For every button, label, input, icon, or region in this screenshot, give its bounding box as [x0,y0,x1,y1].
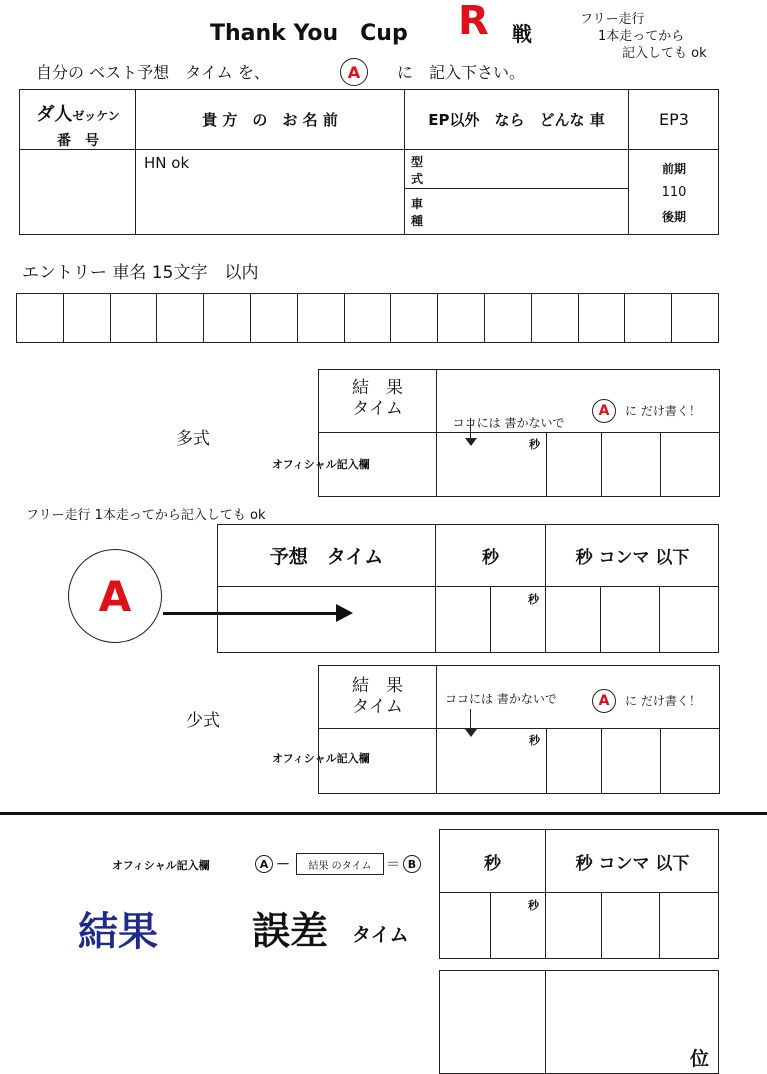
char-box[interactable] [345,294,392,342]
bib-header-number: 番 号 [57,133,99,149]
bib-header-small: ゼッケン [72,109,120,123]
few-official-label: オフィシャル記入欄 [272,752,370,765]
late-label: 後期 [661,210,686,224]
entry-car-divider [404,188,628,189]
year-code: 110 [661,185,687,200]
free-run-note-3: 記入しても ok [622,46,707,61]
prediction-sec-input-1[interactable] [436,587,490,652]
section-divider [0,812,767,815]
char-box[interactable] [625,294,672,342]
multi-note-post: に だけ書く！ [625,404,701,418]
name-header: 貴 方 の お 名 前 [202,111,338,129]
char-box[interactable] [204,294,251,342]
ep3-header: EP3 [659,110,689,129]
bib-header [24,100,132,150]
prediction-decimal-input-3[interactable] [660,587,719,652]
multi-note [445,400,564,431]
rank-label: 位 [690,1048,710,1070]
instruction-text: 自分の ベスト予想 タイム を、 [36,63,270,82]
error-sec-header: 秒 [484,853,501,874]
car-name-label: エントリー 車名 15文字 以内 [22,263,259,283]
kind-label-2: 種 [411,214,424,228]
early-label: 前期 [661,162,686,176]
event-title: Thank You Cup [210,21,408,46]
free-run-note-1: フリー走行 [580,12,645,27]
prediction-sec-header: 秒 [482,548,499,568]
multi-sec-label: 秒 [529,438,540,451]
car-type-field[interactable] [405,150,628,188]
prediction-time-input[interactable] [218,587,435,652]
result-heading: 結果 [78,909,158,955]
error-sec-input-2[interactable] [491,893,545,958]
type-label-1: 型 [411,155,424,169]
few-label: 少式 [186,711,220,731]
race-suffix: 戦 [512,22,532,46]
char-box[interactable] [438,294,485,342]
few-result-line1: 結 果 [352,676,403,696]
few-sec-label: 秒 [529,734,540,747]
few-note-mark: A [592,689,616,713]
char-box[interactable] [298,294,345,342]
few-note-arrow [470,709,471,731]
prediction-decimal-input-1[interactable] [546,587,600,652]
char-box[interactable] [532,294,579,342]
char-box[interactable] [485,294,532,342]
error-decimal-input-1[interactable] [546,893,601,958]
rank-input-left[interactable] [440,971,545,1073]
error-decimal-header: 秒 コンマ 以下 [575,853,690,874]
name-note: HN ok [144,154,190,172]
error-decimal-input-2[interactable] [602,893,659,958]
multi-decimal-field[interactable] [547,433,719,496]
free-run-note: フリー走行 1本走ってから記入しても ok [26,508,266,523]
bottom-mark-b: B [403,855,421,873]
char-box[interactable] [251,294,298,342]
few-result-heading [319,676,436,718]
result-time-box: 結果 のタイム [296,853,384,875]
char-box[interactable] [17,294,64,342]
char-box[interactable] [391,294,438,342]
error-decimal-input-3[interactable] [660,893,719,958]
instruction-suffix: に 記入下さい。 [397,63,526,82]
bib-header-main: ダ人 [36,104,73,125]
prediction-decimal-header: 秒 コンマ 以下 [575,548,690,568]
multi-sec-field[interactable] [437,433,546,496]
race-letter: R [458,0,489,44]
multi-label: 多式 [176,429,210,449]
bottom-official-label: オフィシャル記入欄 [112,859,210,872]
car-header: EP以外 なら どんな 車 [428,111,605,129]
few-note-pre: ココには 書かないで [445,692,557,706]
car-kind-field[interactable] [405,190,628,234]
mark-a-circle: A [340,58,368,86]
error-sec-input-1[interactable] [440,893,490,958]
multi-result-line1: 結 果 [352,378,403,398]
char-box[interactable] [64,294,111,342]
bottom-equals: ＝ [386,857,400,873]
multi-result-line2: タイム [352,399,403,419]
multi-note-pre: ココには 書かないで [452,416,565,430]
car-name-boxes[interactable] [16,293,719,343]
bottom-mark-a: A [255,855,273,873]
few-note-post: に だけ書く！ [625,694,701,708]
bottom-minus: － [276,857,290,873]
prediction-sec-input-2[interactable] [491,587,545,652]
char-box[interactable] [157,294,204,342]
model-period-field[interactable] [629,150,719,234]
multi-official-label: オフィシャル記入欄 [272,458,370,471]
char-box[interactable] [111,294,158,342]
few-sec-field[interactable] [437,729,546,793]
few-decimal-field[interactable] [547,729,719,793]
error-sec-small: 秒 [528,899,539,912]
name-input[interactable] [136,150,403,234]
prediction-sec-small: 秒 [528,593,539,606]
prediction-mark-a: A [68,549,162,643]
time-label: タイム [352,924,409,946]
multi-result-heading [319,378,436,420]
prediction-decimal-input-2[interactable] [601,587,659,652]
char-box[interactable] [579,294,626,342]
kind-label-1: 車 [411,197,424,211]
error-heading: 誤差 [252,909,329,953]
few-result-line2: タイム [352,697,403,717]
free-run-note-2: 1本走ってから [598,29,685,44]
multi-note-mark: A [592,399,616,423]
char-box[interactable] [672,294,718,342]
type-label-2: 式 [411,172,424,186]
bib-input[interactable] [20,150,134,234]
prediction-time-header: 予想 タイム [269,546,384,568]
